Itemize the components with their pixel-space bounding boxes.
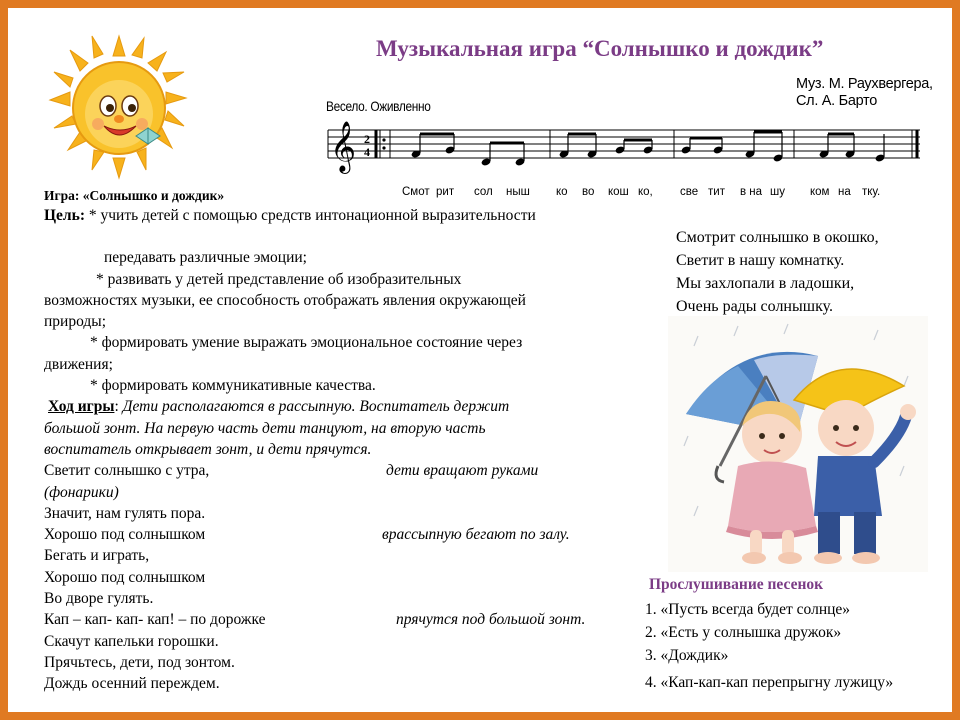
svg-text:4: 4 xyxy=(364,145,370,159)
list-item: 1. «Пусть всегда будет солнце» xyxy=(645,601,851,618)
poem-line: (фонарики) xyxy=(44,483,119,501)
goal-line: Цель: * учить детей с помощью средств интонационной выразительности xyxy=(44,207,536,224)
poem-line: Прячьтесь, дети, под зонтом. xyxy=(44,653,235,671)
svg-text:2: 2 xyxy=(364,132,370,146)
action-note: прячутся под большой зонт. xyxy=(396,611,586,629)
list-item: 3. «Дождик» xyxy=(645,647,729,664)
lyric-syllable: на xyxy=(838,186,851,198)
poem-line: Дождь осенний переждем. xyxy=(44,675,220,693)
lyric-syllable: во xyxy=(582,186,595,198)
sun-illustration xyxy=(44,28,194,193)
poem-line: Бегать и играть, xyxy=(44,547,150,565)
goal-line: * формировать умение выражать эмоциональное состояние через xyxy=(90,334,523,352)
poem-line: Значит, нам гулять пора. xyxy=(44,504,206,522)
poem-line: Хорошо под солнышком врассыпную бегают по залу. xyxy=(44,524,639,545)
lyric-syllable: ко xyxy=(556,186,568,198)
lyric-syllable: рит xyxy=(436,186,455,198)
lyric-syllable: шу xyxy=(770,186,785,198)
list-item: 2. «Есть у солнышка дружок» xyxy=(645,624,842,641)
verse-text: Смотрит солнышко в окошко, Светит в нашу комнатку. Мы захлопали в ладошки, Очень рады солнышку. xyxy=(676,229,879,315)
lyric-syllable: сол xyxy=(474,186,493,198)
lyric-syllable: кош xyxy=(608,186,629,198)
course-line: большой зонт. На первую часть дети танцуют, на вторую часть xyxy=(44,419,486,437)
goal-line: * развивать у детей представление об изобразительных xyxy=(96,270,462,288)
main-text xyxy=(44,205,639,695)
poem-line: Хорошо под солнышком xyxy=(44,568,206,586)
music-score xyxy=(324,116,924,180)
songs-title: Прослушивание песенок xyxy=(649,576,824,593)
lyric-syllable: ком xyxy=(810,186,830,198)
goal-line: * формировать коммуникативные качества. xyxy=(90,377,376,395)
page-title: Музыкальная игра “Солнышко и дождик” xyxy=(376,36,824,61)
poem-line: Скачут капельки горошки. xyxy=(44,632,219,650)
tempo-marking: Весело. Оживленно xyxy=(326,98,431,114)
children-umbrella-illustration xyxy=(668,316,928,572)
poem-line: Во дворе гулять. xyxy=(44,590,154,608)
goal-line: природы; xyxy=(44,313,106,331)
poem-line: Светит солнышко с утра, дети вращают руками xyxy=(44,460,639,481)
composer-credit: Муз. М. Раухвергера, Сл. А. Барто xyxy=(796,76,933,109)
course-line: Ход игры: Дети располагаются в рассыпную. Воспитатель держит xyxy=(48,398,510,416)
course-line: воспитатель открывает зонт, и дети прячутся. xyxy=(44,440,372,458)
goal-line: возможностях музыки, ее способность отображать явления окружающей xyxy=(44,291,526,309)
lyric-syllable: ко, xyxy=(638,186,653,198)
poem-line: Кап – кап- кап- кап! – по дорожке прячутся под большой зонт. xyxy=(44,609,639,630)
action-note: врассыпную бегают по залу. xyxy=(382,526,570,544)
songs-list xyxy=(645,598,893,694)
lyric-syllable: в на xyxy=(740,186,763,198)
lyric-syllable: тит xyxy=(708,186,725,198)
svg-text:𝄞: 𝄞 xyxy=(330,121,357,172)
spacer xyxy=(44,226,639,247)
goal-label: Цель: xyxy=(44,207,85,224)
game-label: Игра: «Солнышко и дождик» xyxy=(44,188,225,203)
lyric-syllable: Смот xyxy=(402,186,430,198)
lyric-syllable: тку. xyxy=(862,186,881,198)
goal-line: движения; xyxy=(44,355,113,373)
action-note: дети вращают руками xyxy=(386,462,539,480)
lyric-syllable: све xyxy=(680,186,699,198)
list-item: 4. «Кап-кап-кап перепрыгну лужицу» xyxy=(645,674,894,691)
lyric-syllable: ныш xyxy=(506,186,530,198)
goal-line: передавать различные эмоции; xyxy=(104,249,307,267)
course-label: Ход игры xyxy=(48,398,115,416)
